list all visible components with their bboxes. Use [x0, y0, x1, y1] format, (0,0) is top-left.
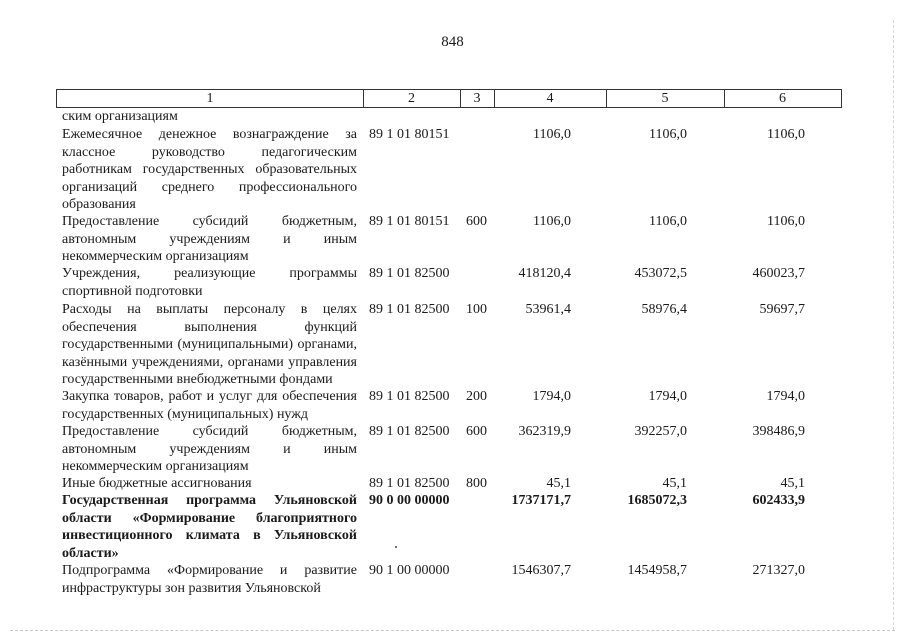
row-name: Государственная программа Ульяновской области «Формирование благоприятного инвестиционного климата в Ульяновской области»: [62, 493, 357, 561]
column-header-1: 1: [206, 91, 214, 106]
row-value-5: 58976,4: [641, 302, 687, 317]
row-code: 89 1 01 82500: [369, 476, 450, 491]
column-header-5: 5: [661, 91, 669, 106]
column-header-4: 4: [546, 91, 554, 106]
row-name: Предоставление субсидий бюджетным, автономным учреждениям и иным некоммерческим организациям: [62, 214, 357, 264]
row-code: 89 1 01 80151: [369, 214, 450, 229]
page-number: 848: [441, 34, 464, 50]
row-value-5: 392257,0: [634, 424, 687, 439]
row-name: Учреждения, реализующие программы спортивной подготовки: [62, 266, 357, 299]
row-code: 89 1 01 82500: [369, 266, 450, 281]
row-value-6: 271327,0: [752, 563, 805, 578]
row-code: 90 0 00 00000: [369, 493, 450, 508]
row-value-6: 1794,0: [766, 389, 805, 404]
row-expense-type: 200: [466, 389, 487, 404]
row-code: 89 1 01 82500: [369, 424, 450, 439]
row-value-6: 398486,9: [752, 424, 805, 439]
row-name: Подпрограмма «Формирование и развитие инфраструктуры зон развития Ульяновской: [62, 563, 357, 596]
row-value-5: 1454958,7: [627, 563, 687, 578]
row-value-4: 45,1: [546, 476, 571, 491]
row-name: ским организациям: [62, 109, 178, 124]
row-value-4: 1546307,7: [511, 563, 571, 578]
row-value-4: 1794,0: [532, 389, 571, 404]
row-value-6: 59697,7: [759, 302, 805, 317]
row-code: 89 1 01 80151: [369, 127, 450, 142]
row-expense-type: 100: [466, 302, 487, 317]
table-header-row: [56, 89, 842, 108]
column-header-3: 3: [473, 91, 481, 106]
row-expense-type: 600: [466, 424, 487, 439]
row-value-4: 1106,0: [533, 214, 571, 229]
row-name: Расходы на выплаты персоналу в целях обеспечения выполнения функций государственными (муниципальными) органами, казёнными учреждениями, органами управления государственными внебюджетными фондами: [62, 302, 357, 387]
column-header-6: 6: [779, 91, 786, 106]
column-header-2: 2: [408, 91, 415, 106]
row-value-6: 45,1: [780, 476, 805, 491]
row-name: Предоставление субсидий бюджетным, автономным учреждениям и иным некоммерческим организациям: [62, 424, 357, 474]
scan-edge-right: [893, 20, 894, 630]
row-value-4: 418120,4: [518, 266, 571, 281]
row-name: Иные бюджетные ассигнования: [62, 476, 252, 491]
row-value-5: 1794,0: [648, 389, 687, 404]
row-value-6: 1106,0: [767, 214, 805, 229]
scan-speck: [395, 546, 397, 548]
row-expense-type: 600: [466, 214, 487, 229]
row-value-5: 453072,5: [634, 266, 687, 281]
row-value-5: 1685072,3: [627, 493, 687, 508]
row-value-4: 53961,4: [525, 302, 571, 317]
row-name: Закупка товаров, работ и услуг для обеспечения государственных (муниципальных) нужд: [62, 389, 357, 422]
row-value-4: 1737171,7: [511, 493, 571, 508]
scan-edge-bottom: [10, 630, 895, 631]
row-code: 89 1 01 82500: [369, 389, 450, 404]
row-value-4: 362319,9: [518, 424, 571, 439]
row-value-4: 1106,0: [533, 127, 571, 142]
row-value-5: 1106,0: [649, 127, 687, 142]
row-name: Ежемесячное денежное вознаграждение за классное руководство педагогическим работникам государственных образовательных организаций среднего профессионального образования: [62, 127, 357, 212]
row-expense-type: 800: [466, 476, 487, 491]
row-code: 89 1 01 82500: [369, 302, 450, 317]
row-value-5: 45,1: [662, 476, 687, 491]
row-value-5: 1106,0: [649, 214, 687, 229]
row-value-6: 602433,9: [752, 493, 805, 508]
row-value-6: 1106,0: [767, 127, 805, 142]
row-code: 90 1 00 00000: [369, 563, 450, 578]
row-value-6: 460023,7: [752, 266, 805, 281]
